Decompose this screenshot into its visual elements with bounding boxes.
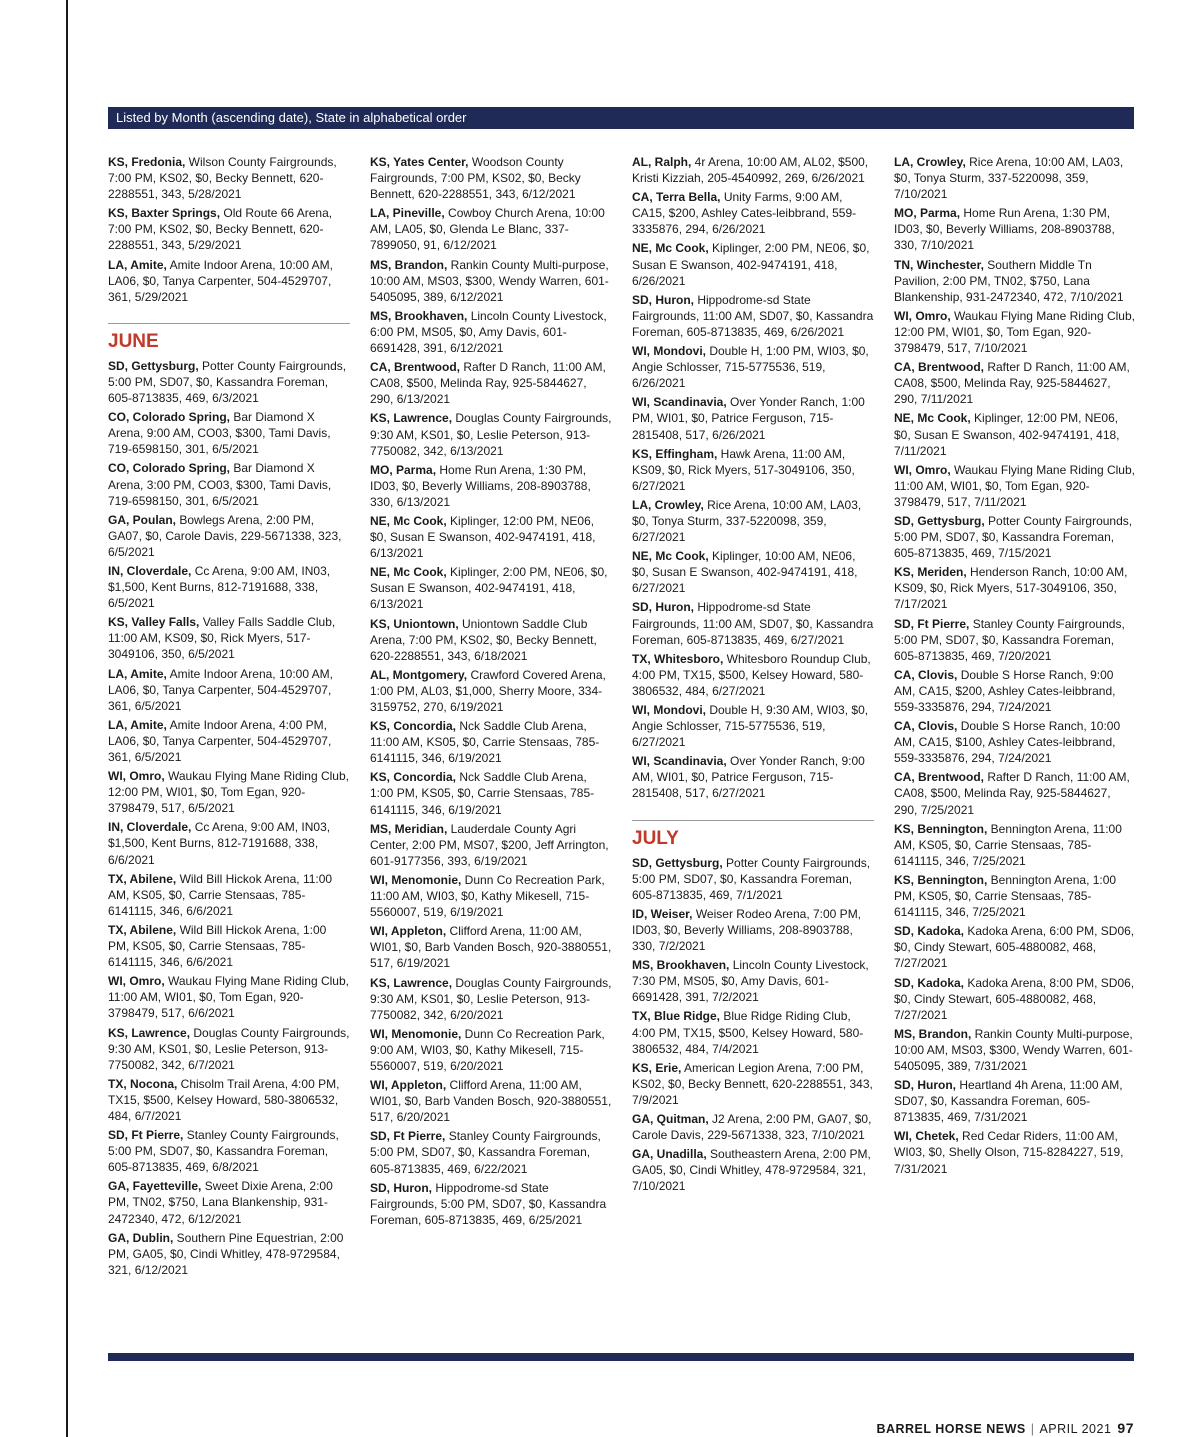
event-entry	[894, 1128, 1136, 1176]
event-location: CA, Terra Bella,	[632, 190, 721, 205]
event-location: SD, Ft Pierre,	[894, 616, 970, 631]
event-location: GA, Poulan,	[108, 512, 177, 527]
event-entry	[370, 1026, 612, 1074]
event-details: Cc Arena, 9:00 AM, IN03, $1,500, Kent Burns, 812-7191688, 338, 6/6/2021	[108, 820, 331, 867]
event-details: Rankin County Multi-purpose, 10:00 AM, MS03, $300, Wendy Warren, 601-5405095, 389, 6/12/2021	[370, 257, 609, 304]
event-location: KS, Lawrence,	[370, 975, 453, 990]
event-details: Kiplinger, 10:00 AM, NE06, $0, Susan E Swanson, 402-9474191, 418, 6/27/2021	[632, 549, 858, 596]
event-entry	[370, 821, 612, 869]
event-details: Kiplinger, 12:00 PM, NE06, $0, Susan E Swanson, 402-9474191, 418, 7/11/2021	[894, 411, 1120, 458]
event-entry	[632, 497, 874, 545]
event-details: Southeastern Arena, 2:00 PM, GA05, $0, Cindi Whitley, 478-9729584, 321, 7/10/2021	[632, 1147, 871, 1194]
event-details: Rice Arena, 10:00 AM, LA03, $0, Tonya Sturm, 337-5220098, 359, 6/27/2021	[632, 497, 862, 545]
event-location: AL, Montgomery,	[370, 667, 468, 682]
footer-rule	[108, 1353, 1134, 1361]
event-details: Lauderdale County Agri Center, 2:00 PM, MS07, $200, Jeff Arrington, 601-9177356, 393, 6/19/2021	[370, 821, 609, 868]
event-entry	[108, 871, 350, 919]
listing-header-bar	[108, 107, 1134, 129]
event-entry	[894, 257, 1136, 305]
event-entry	[108, 154, 350, 202]
event-entry	[894, 821, 1136, 869]
event-entry	[108, 563, 350, 611]
event-location: KS, Concordia,	[370, 770, 457, 785]
event-details: Hawk Arena, 11:00 AM, KS09, $0, Rick Myers, 517-3049106, 350, 6/27/2021	[632, 446, 855, 493]
event-entry	[632, 651, 874, 699]
event-details: Douglas County Fairgrounds, 9:30 AM, KS01, $0, Leslie Peterson, 913-7750082, 342, 6/20/2021	[370, 975, 612, 1022]
event-location: KS, Lawrence,	[370, 411, 453, 426]
event-entry	[632, 855, 874, 903]
event-details: Lincoln County Livestock, 7:30 PM, MS05, $0, Amy Davis, 601-6691428, 391, 7/2/2021	[632, 958, 869, 1005]
event-location: NE, Mc Cook,	[370, 565, 447, 580]
page-footer	[876, 1421, 1134, 1436]
event-location: CA, Brentwood,	[370, 360, 460, 375]
event-details: Over Yonder Ranch, 1:00 PM, WI01, $0, Patrice Ferguson, 715-2815408, 517, 6/26/2021	[632, 395, 865, 442]
event-entry	[632, 753, 874, 801]
event-entry	[632, 702, 874, 750]
event-details: Amite Indoor Arena, 10:00 AM, LA06, $0, Tanya Carpenter, 504-4529707, 361, 6/5/2021	[108, 666, 334, 713]
event-location: SD, Ft Pierre,	[108, 1128, 184, 1143]
event-details: Chisolm Trail Arena, 4:00 PM, TX15, $500, Kelsey Howard, 580-3806532, 484, 6/7/2021	[108, 1076, 340, 1123]
event-details: Hippodrome-sd State Fairgrounds, 5:00 PM, SD07, $0, Kassandra Foreman, 605-8713835, 469, 6/25/2021	[370, 1180, 607, 1227]
event-details: Double H, 9:30 AM, WI03, $0, Angie Schlosser, 715-5775536, 519, 6/27/2021	[632, 703, 869, 750]
event-details: Kiplinger, 2:00 PM, NE06, $0, Susan E Swanson, 402-9474191, 418, 6/26/2021	[632, 241, 870, 288]
event-details: Home Run Arena, 1:30 PM, ID03, $0, Beverly Williams, 208-8903788, 330, 6/13/2021	[370, 462, 591, 509]
event-entry	[632, 394, 874, 442]
event-entry	[370, 872, 612, 920]
event-details: Waukau Flying Mane Riding Club, 12:00 PM, WI01, $0, Tom Egan, 920-3798479, 517, 6/5/2021	[108, 769, 349, 816]
event-details: Stanley County Fairgrounds, 5:00 PM, SD07, $0, Kassandra Foreman, 605-8713835, 469, 7/20/2021	[894, 616, 1125, 663]
event-location: TN, Winchester,	[894, 257, 984, 272]
event-entry	[894, 462, 1136, 510]
event-entry	[108, 512, 350, 560]
event-location: WI, Mondovi,	[632, 344, 706, 359]
event-details: Southern Middle Tn Pavilion, 2:00 PM, TN02, $750, Lana Blankenship, 931-2472340, 472, 7/10/2021	[894, 257, 1124, 304]
event-entry	[632, 1146, 874, 1194]
event-location: MO, Parma,	[894, 206, 961, 221]
event-entry	[370, 154, 612, 202]
event-location: NE, Mc Cook,	[632, 549, 709, 564]
event-location: SD, Ft Pierre,	[370, 1129, 446, 1144]
event-location: WI, Omro,	[894, 462, 951, 477]
event-location: TX, Whitesboro,	[632, 651, 724, 666]
event-location: MO, Parma,	[370, 462, 437, 477]
event-location: MS, Brandon,	[370, 257, 448, 272]
event-entry	[632, 1008, 874, 1056]
event-location: KS, Uniontown,	[370, 616, 459, 631]
event-location: IN, Cloverdale,	[108, 563, 192, 578]
event-entry	[370, 1128, 612, 1176]
event-entry	[370, 975, 612, 1023]
event-location: SD, Kadoka,	[894, 975, 965, 990]
event-details: Uniontown Saddle Club Arena, 7:00 PM, KS02, $0, Becky Bennett, 620-2288551, 343, 6/18/2021	[370, 616, 597, 663]
event-entry	[894, 1077, 1136, 1125]
event-location: TX, Abilene,	[108, 871, 177, 886]
event-details: Potter County Fairgrounds, 5:00 PM, SD07, $0, Kassandra Foreman, 605-8713835, 469, 7/15/2021	[894, 513, 1133, 561]
event-details: Double S Horse Ranch, 10:00 AM, CA15, $100, Ashley Cates-leibbrand, 559-3335876, 294, 7/24/2021	[894, 719, 1121, 766]
event-entry	[370, 667, 612, 715]
event-listing	[108, 154, 1134, 1339]
event-details: Bowlegs Arena, 2:00 PM, GA07, $0, Carole Davis, 229-5671338, 323, 6/5/2021	[108, 512, 342, 559]
event-details: Clifford Arena, 11:00 AM, WI01, $0, Barb Vanden Bosch, 920-3880551, 517, 6/19/2021	[370, 924, 612, 971]
event-details: Clifford Arena, 11:00 AM, WI01, $0, Barb Vanden Bosch, 920-3880551, 517, 6/20/2021	[370, 1078, 612, 1125]
event-location: WI, Chetek,	[894, 1129, 959, 1144]
listing-column-2	[370, 154, 612, 1231]
event-location: NE, Mc Cook,	[370, 513, 447, 528]
event-location: LA, Crowley,	[632, 497, 704, 512]
event-entry	[894, 513, 1136, 561]
event-location: SD, Huron,	[632, 292, 694, 307]
event-details: Amite Indoor Arena, 10:00 AM, LA06, $0, Tanya Carpenter, 504-4529707, 361, 5/29/2021	[108, 257, 334, 304]
event-details: Unity Farms, 9:00 AM, CA15, $200, Ashley Cates-leibbrand, 559-3335876, 294, 6/26/2021	[632, 190, 857, 237]
month-heading: JULY	[632, 820, 874, 849]
event-entry	[370, 564, 612, 612]
event-entry	[370, 462, 612, 510]
event-location: TX, Abilene,	[108, 922, 177, 937]
event-location: SD, Kadoka,	[894, 924, 965, 939]
event-location: TX, Blue Ridge,	[632, 1009, 721, 1024]
event-location: NE, Mc Cook,	[632, 241, 709, 256]
event-location: KS, Concordia,	[370, 719, 457, 734]
event-location: LA, Crowley,	[894, 155, 966, 169]
event-details: Henderson Ranch, 10:00 AM, KS09, $0, Rick Myers, 517-3049106, 350, 7/17/2021	[894, 565, 1128, 612]
event-details: Kadoka Arena, 6:00 PM, SD06, $0, Cindy Stewart, 605-4880082, 468, 7/27/2021	[894, 924, 1135, 971]
event-details: Nck Saddle Club Arena, 1:00 PM, KS05, $0, Carrie Stensaas, 785-6141115, 346, 6/19/2021	[370, 770, 595, 817]
event-details: Douglas County Fairgrounds, 9:30 AM, KS01, $0, Leslie Peterson, 913-7750082, 342, 6/7/2021	[108, 1025, 350, 1072]
event-location: LA, Pineville,	[370, 206, 445, 221]
event-details: Rice Arena, 10:00 AM, LA03, $0, Tonya Sturm, 337-5220098, 359, 7/10/2021	[894, 155, 1124, 202]
event-location: KS, Baxter Springs,	[108, 206, 221, 221]
event-location: GA, Unadilla,	[632, 1147, 707, 1162]
event-details: American Legion Arena, 7:00 PM, KS02, $0, Becky Bennett, 620-2288551, 343, 7/9/2021	[632, 1060, 873, 1107]
event-entry	[894, 359, 1136, 407]
event-details: Dunn Co Recreation Park, 9:00 AM, WI03, $0, Kathy Mikesell, 715-5560007, 519, 6/20/2021	[370, 1026, 605, 1073]
event-details: Kiplinger, 12:00 PM, NE06, $0, Susan E Swanson, 402-9474191, 418, 6/13/2021	[370, 513, 596, 561]
event-entry	[894, 154, 1136, 202]
event-location: CO, Colorado Spring,	[108, 410, 230, 425]
event-details: Potter County Fairgrounds, 5:00 PM, SD07, $0, Kassandra Foreman, 605-8713835, 469, 7/1/2021	[632, 855, 871, 902]
listing-column-1	[108, 154, 350, 1281]
issue-date: APRIL 2021	[1039, 1422, 1112, 1436]
event-details: Blue Ridge Riding Club, 4:00 PM, TX15, $500, Kelsey Howard, 580-3806532, 484, 7/4/2021	[632, 1009, 864, 1056]
event-location: CA, Clovis,	[894, 719, 958, 734]
event-entry	[370, 359, 612, 407]
event-details: Stanley County Fairgrounds, 5:00 PM, SD07, $0, Kassandra Foreman, 605-8713835, 469, 6/22/2021	[370, 1129, 601, 1176]
event-details: Wilson County Fairgrounds, 7:00 PM, KS02, $0, Becky Bennett, 620-2288551, 343, 5/28/2021	[108, 155, 337, 202]
event-details: Rafter D Ranch, 11:00 AM, CA08, $500, Melinda Ray, 925-5844627, 290, 7/11/2021	[894, 360, 1130, 407]
event-entry	[632, 957, 874, 1005]
event-details: Old Route 66 Arena, 7:00 PM, KS02, $0, Becky Bennett, 620-2288551, 343, 5/29/2021	[108, 206, 333, 253]
event-entry	[632, 343, 874, 391]
event-entry	[108, 1178, 350, 1226]
event-entry	[370, 769, 612, 817]
event-details: Lincoln County Livestock, 6:00 PM, MS05, $0, Amy Davis, 601-6691428, 391, 6/12/2021	[370, 308, 607, 356]
event-details: Kiplinger, 2:00 PM, NE06, $0, Susan E Swanson, 402-9474191, 418, 6/13/2021	[370, 565, 608, 612]
event-location: WI, Menomonie,	[370, 872, 462, 887]
event-location: WI, Omro,	[108, 769, 165, 784]
event-entry	[632, 548, 874, 596]
event-location: LA, Amite,	[108, 666, 167, 681]
event-entry	[632, 906, 874, 954]
event-details: Double S Horse Ranch, 9:00 AM, CA15, $200, Ashley Cates-leibbrand, 559-3335876, 294, 7/24/2021	[894, 667, 1116, 714]
event-details: Hippodrome-sd State Fairgrounds, 11:00 AM, SD07, $0, Kassandra Foreman, 605-8713835, 469, 6/27/2021	[632, 600, 874, 647]
event-entry	[370, 718, 612, 766]
event-location: WI, Menomonie,	[370, 1026, 462, 1041]
listing-header-title: Listed by Month (ascending date), State in alphabetical order	[116, 110, 467, 125]
event-details: Wild Bill Hickok Arena, 11:00 AM, KS05, $0, Carrie Stensaas, 785-6141115, 346, 6/6/2021	[108, 871, 333, 918]
event-location: KS, Yates Center,	[370, 155, 469, 169]
event-details: 4r Arena, 10:00 AM, AL02, $500, Kristi Kizziah, 205-4540992, 269, 6/26/2021	[632, 155, 869, 186]
event-location: KS, Bennington,	[894, 872, 988, 887]
event-entry	[108, 717, 350, 765]
event-details: Bar Diamond X Arena, 3:00 PM, CO03, $300, Tami Davis, 719-6598150, 301, 6/5/2021	[108, 461, 332, 508]
event-location: WI, Appleton,	[370, 924, 447, 939]
month-heading: JUNE	[108, 323, 350, 352]
event-location: WI, Appleton,	[370, 1078, 447, 1093]
event-location: GA, Dublin,	[108, 1230, 174, 1245]
event-entry	[108, 358, 350, 406]
event-details: Dunn Co Recreation Park, 11:00 AM, WI03, $0, Kathy Mikesell, 715-5560007, 519, 6/19/2021	[370, 872, 605, 920]
event-location: NE, Mc Cook,	[894, 411, 971, 426]
event-location: SD, Huron,	[894, 1078, 956, 1093]
event-entry	[108, 1076, 350, 1124]
event-entry	[370, 257, 612, 305]
event-details: Cc Arena, 9:00 AM, IN03, $1,500, Kent Burns, 812-7191688, 338, 6/5/2021	[108, 563, 331, 611]
event-entry	[894, 564, 1136, 612]
event-entry	[632, 154, 874, 186]
event-details: Bennington Arena, 11:00 AM, KS05, $0, Carrie Stensaas, 785-6141115, 346, 7/25/2021	[894, 821, 1122, 868]
event-entry	[894, 975, 1136, 1023]
event-entry	[108, 973, 350, 1021]
event-entry	[108, 768, 350, 816]
event-location: KS, Valley Falls,	[108, 615, 200, 630]
event-details: Bennington Arena, 1:00 PM, KS05, $0, Carrie Stensaas, 785-6141115, 346, 7/25/2021	[894, 872, 1117, 920]
event-location: MS, Brandon,	[894, 1026, 972, 1041]
event-details: Kadoka Arena, 8:00 PM, SD06, $0, Cindy Stewart, 605-4880082, 468, 7/27/2021	[894, 975, 1135, 1022]
event-details: Woodson County Fairgrounds, 7:00 PM, KS02, $0, Becky Bennett, 620-2288551, 343, 6/12/2021	[370, 155, 581, 202]
event-entry	[894, 872, 1136, 920]
event-entry	[370, 1180, 612, 1228]
event-entry	[108, 205, 350, 253]
event-entry	[370, 308, 612, 356]
event-entry	[894, 616, 1136, 664]
event-entry	[894, 308, 1136, 356]
event-entry	[894, 667, 1136, 715]
event-location: TX, Nocona,	[108, 1076, 178, 1091]
event-entry	[108, 460, 350, 508]
event-location: KS, Fredonia,	[108, 155, 186, 169]
event-details: Douglas County Fairgrounds, 9:30 AM, KS01, $0, Leslie Peterson, 913-7750082, 342, 6/13/2021	[370, 411, 612, 458]
event-details: Valley Falls Saddle Club, 11:00 AM, KS09, $0, Rick Myers, 517-3049106, 350, 6/5/2021	[108, 615, 336, 662]
event-entry	[108, 1025, 350, 1073]
event-details: Cowboy Church Arena, 10:00 AM, LA05, $0, Glenda Le Blanc, 337-7899050, 91, 6/12/2021	[370, 206, 605, 253]
event-details: Southern Pine Equestrian, 2:00 PM, GA05, $0, Cindi Whitley, 478-9729584, 321, 6/12/2021	[108, 1230, 344, 1277]
event-location: MS, Brookhaven,	[632, 958, 730, 973]
event-location: SD, Gettysburg,	[108, 358, 199, 373]
event-details: Rankin County Multi-purpose, 10:00 AM, MS03, $300, Wendy Warren, 601-5405095, 389, 7/31/2021	[894, 1026, 1133, 1073]
event-entry	[370, 923, 612, 971]
event-entry	[108, 1230, 350, 1278]
event-details: Crawford Covered Arena, 1:00 PM, AL03, $1,000, Sherry Moore, 334-3159752, 270, 6/19/2021	[370, 667, 606, 714]
event-entry	[894, 205, 1136, 253]
event-details: Red Cedar Riders, 11:00 AM, WI03, $0, Shelly Olson, 715-8284227, 519, 7/31/2021	[894, 1129, 1124, 1176]
event-entry	[108, 409, 350, 457]
event-location: LA, Amite,	[108, 257, 167, 272]
listing-column-3	[632, 154, 874, 1197]
event-location: SD, Huron,	[370, 1180, 432, 1195]
event-entry	[108, 1127, 350, 1175]
event-details: Rafter D Ranch, 11:00 AM, CA08, $500, Melinda Ray, 925-5844627, 290, 7/25/2021	[894, 770, 1130, 817]
event-details: Weiser Rodeo Arena, 7:00 PM, ID03, $0, Beverly Williams, 208-8903788, 330, 7/2/2021	[632, 906, 862, 954]
event-entry	[370, 410, 612, 458]
event-details: Heartland 4h Arena, 11:00 AM, SD07, $0, Kassandra Foreman, 605-8713835, 469, 7/31/2021	[894, 1078, 1123, 1125]
event-entry	[632, 1060, 874, 1108]
event-entry	[108, 819, 350, 867]
event-entry	[894, 769, 1136, 817]
event-entry	[108, 257, 350, 305]
event-details: Sweet Dixie Arena, 2:00 PM, TN02, $750, Lana Blankenship, 931-2472340, 472, 6/12/2021	[108, 1179, 333, 1226]
event-location: WI, Omro,	[108, 974, 165, 989]
event-location: GA, Quitman,	[632, 1111, 709, 1126]
event-entry	[894, 718, 1136, 766]
event-entry	[108, 922, 350, 970]
event-location: AL, Ralph,	[632, 155, 692, 169]
page-number: 97	[1117, 1420, 1134, 1436]
event-details: Rafter D Ranch, 11:00 AM, CA08, $500, Melinda Ray, 925-5844627, 290, 6/13/2021	[370, 360, 606, 407]
event-location: KS, Lawrence,	[108, 1025, 191, 1040]
event-details: Whitesboro Roundup Club, 4:00 PM, TX15, $500, Kelsey Howard, 580-3806532, 484, 6/27/2021	[632, 651, 871, 698]
event-location: WI, Scandinavia,	[632, 754, 727, 769]
event-location: CA, Clovis,	[894, 667, 958, 682]
event-location: SD, Gettysburg,	[894, 513, 985, 528]
event-details: Bar Diamond X Arena, 9:00 AM, CO03, $300, Tami Davis, 719-6598150, 301, 6/5/2021	[108, 410, 331, 457]
event-location: SD, Huron,	[632, 600, 694, 615]
listing-column-4	[894, 154, 1136, 1180]
event-details: Home Run Arena, 1:30 PM, ID03, $0, Beverly Williams, 208-8903788, 330, 7/10/2021	[894, 206, 1115, 253]
footer-separator: |	[1030, 1422, 1035, 1436]
event-location: CO, Colorado Spring,	[108, 461, 230, 476]
event-entry	[108, 614, 350, 662]
event-details: Hippodrome-sd State Fairgrounds, 11:00 AM, SD07, $0, Kassandra Foreman, 605-8713835, 469, 6/26/2021	[632, 292, 874, 339]
event-location: KS, Bennington,	[894, 821, 988, 836]
event-location: WI, Omro,	[894, 308, 951, 323]
event-location: CA, Brentwood,	[894, 770, 984, 785]
event-entry	[632, 240, 874, 288]
event-entry	[370, 513, 612, 561]
event-entry	[370, 205, 612, 253]
event-details: Waukau Flying Mane Riding Club, 11:00 AM, WI01, $0, Tom Egan, 920-3798479, 517, 7/11/2021	[894, 462, 1135, 509]
event-location: WI, Scandinavia,	[632, 395, 727, 410]
event-entry	[108, 666, 350, 714]
event-details: Double H, 1:00 PM, WI03, $0, Angie Schlosser, 715-5775536, 519, 6/26/2021	[632, 344, 869, 391]
event-location: KS, Meriden,	[894, 565, 967, 580]
event-entry	[632, 189, 874, 237]
event-location: WI, Mondovi,	[632, 703, 706, 717]
event-location: MS, Brookhaven,	[370, 308, 468, 323]
event-details: Nck Saddle Club Arena, 11:00 AM, KS05, $0, Carrie Stensaas, 785-6141115, 346, 6/19/2021	[370, 719, 600, 766]
event-entry	[370, 616, 612, 664]
event-details: Amite Indoor Arena, 4:00 PM, LA06, $0, Tanya Carpenter, 504-4529707, 361, 6/5/2021	[108, 717, 332, 764]
event-details: Over Yonder Ranch, 9:00 AM, WI01, $0, Patrice Ferguson, 715-2815408, 517, 6/27/2021	[632, 754, 865, 801]
event-entry	[370, 1077, 612, 1125]
event-location: CA, Brentwood,	[894, 360, 984, 375]
event-details: Waukau Flying Mane Riding Club, 11:00 AM, WI01, $0, Tom Egan, 920-3798479, 517, 6/6/2021	[108, 974, 349, 1021]
event-location: LA, Amite,	[108, 717, 167, 732]
event-entry	[894, 923, 1136, 971]
page-gutter-line	[66, 0, 68, 1437]
event-entry	[894, 1026, 1136, 1074]
event-details: Potter County Fairgrounds, 5:00 PM, SD07, $0, Kassandra Foreman, 605-8713835, 469, 6/3/2021	[108, 358, 347, 406]
event-entry	[632, 1111, 874, 1143]
event-entry	[632, 599, 874, 647]
event-entry	[632, 446, 874, 494]
event-entry	[894, 410, 1136, 458]
event-details: J2 Arena, 2:00 PM, GA07, $0, Carole Davis, 229-5671338, 323, 7/10/2021	[632, 1111, 872, 1143]
event-location: ID, Weiser,	[632, 906, 693, 921]
event-location: KS, Erie,	[632, 1060, 682, 1075]
publication-name: BARREL HORSE NEWS	[876, 1422, 1026, 1436]
event-entry	[632, 292, 874, 340]
event-location: IN, Cloverdale,	[108, 820, 192, 835]
event-details: Stanley County Fairgrounds, 5:00 PM, SD07, $0, Kassandra Foreman, 605-8713835, 469, 6/8/2021	[108, 1128, 339, 1175]
event-details: Waukau Flying Mane Riding Club, 12:00 PM, WI01, $0, Tom Egan, 920-3798479, 517, 7/10/2021	[894, 308, 1135, 356]
event-location: MS, Meridian,	[370, 821, 448, 836]
event-location: GA, Fayetteville,	[108, 1179, 202, 1194]
event-location: KS, Effingham,	[632, 446, 718, 461]
event-location: SD, Gettysburg,	[632, 855, 723, 870]
event-details: Wild Bill Hickok Arena, 1:00 PM, KS05, $0, Carrie Stensaas, 785-6141115, 346, 6/6/2021	[108, 922, 327, 970]
